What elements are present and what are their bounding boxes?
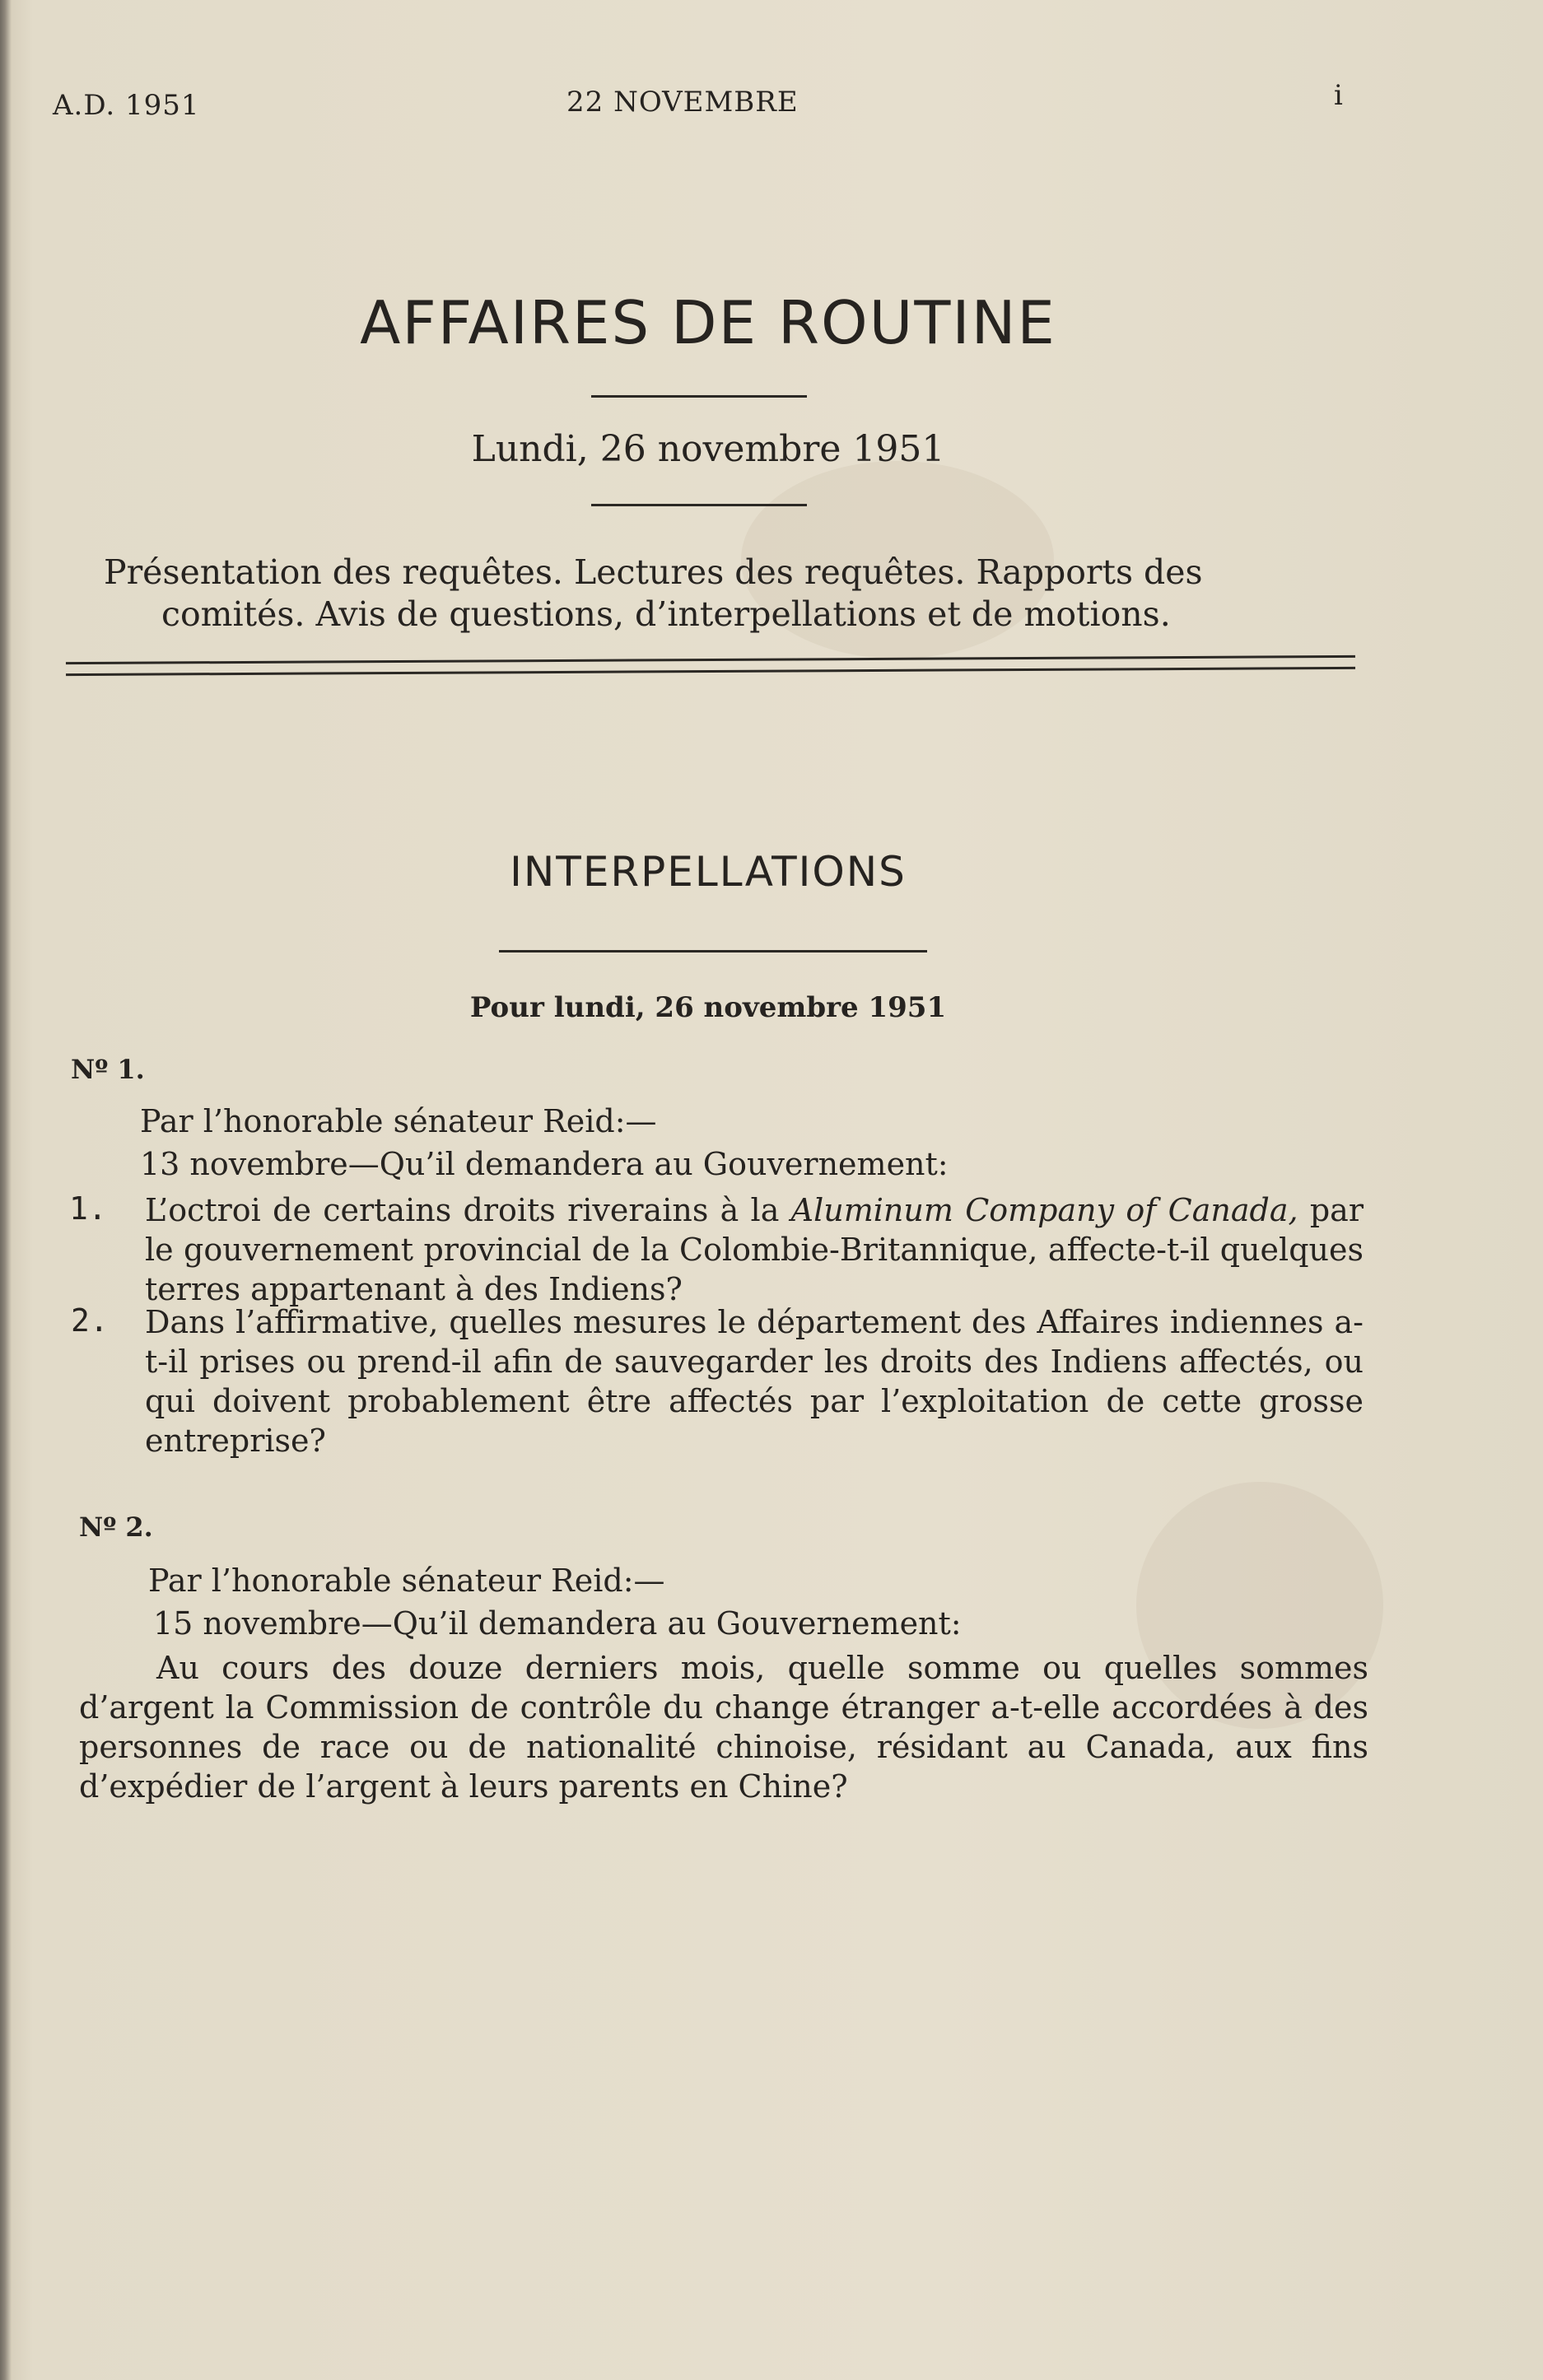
question-author: Par l’honorable sénateur Reid:— <box>148 1563 665 1599</box>
question-author: Par l’honorable sénateur Reid:— <box>140 1103 657 1139</box>
item-number: 1. <box>69 1190 107 1227</box>
page-folio: i <box>1334 79 1343 112</box>
question-number: Nº 2. <box>79 1511 153 1543</box>
item-company-name: Aluminum Company of Canada, <box>790 1192 1298 1228</box>
subtitle-rule <box>591 504 807 506</box>
proceedings-line-2: comités. Avis de questions, d’interpellations et de motions. <box>161 594 1171 634</box>
question-date-line: 15 novembre—Qu’il demandera au Gouvernement: <box>153 1605 962 1642</box>
section-date: Pour lundi, 26 novembre 1951 <box>469 991 947 1024</box>
question-item: Dans l’affirmative, quelles mesures le département des Affaires indiennes a-t-il prises ou prend-il afin de sauvegarder les droits des Indiens affectés, ou qui doivent probablement être affectés par l’exploitation de cette grosse entreprise? <box>145 1304 1364 1459</box>
item-number: 2. <box>71 1302 109 1339</box>
item-text: par le gouvernement provincial de la Colombie-Britannique, affecte-t-il quelques terres appartenant à des Indiens? <box>145 1192 1364 1307</box>
question-item <box>145 1190 1364 1309</box>
page-title: AFFAIRES DE ROUTINE <box>360 288 1056 357</box>
section-title: INTERPELLATIONS <box>510 848 907 896</box>
question-date-line: 13 novembre—Qu’il demandera au Gouvernement: <box>140 1146 949 1182</box>
running-head-year: A.D. 1951 <box>53 89 200 122</box>
item-text: L’octroi de certains droits riverains à la <box>145 1192 791 1228</box>
section-rule <box>499 950 927 952</box>
question-body: Au cours des douze derniers mois, quelle somme ou quelles sommes d’argent la Commission de contrôle du change étranger a-t-elle accordées à des personnes de race ou de nationalité chinoise, résidant au Canada, aux fins d’expédier de l’argent à leurs parents en Chine? <box>79 1650 1368 1805</box>
question-number: Nº 1. <box>71 1054 145 1085</box>
sitting-date: Lundi, 26 novembre 1951 <box>471 428 945 470</box>
title-rule <box>591 395 807 398</box>
proceedings-line-1: Présentation des requêtes. Lectures des requêtes. Rapports des <box>104 552 1203 592</box>
running-head-date: 22 NOVEMBRE <box>566 86 799 119</box>
